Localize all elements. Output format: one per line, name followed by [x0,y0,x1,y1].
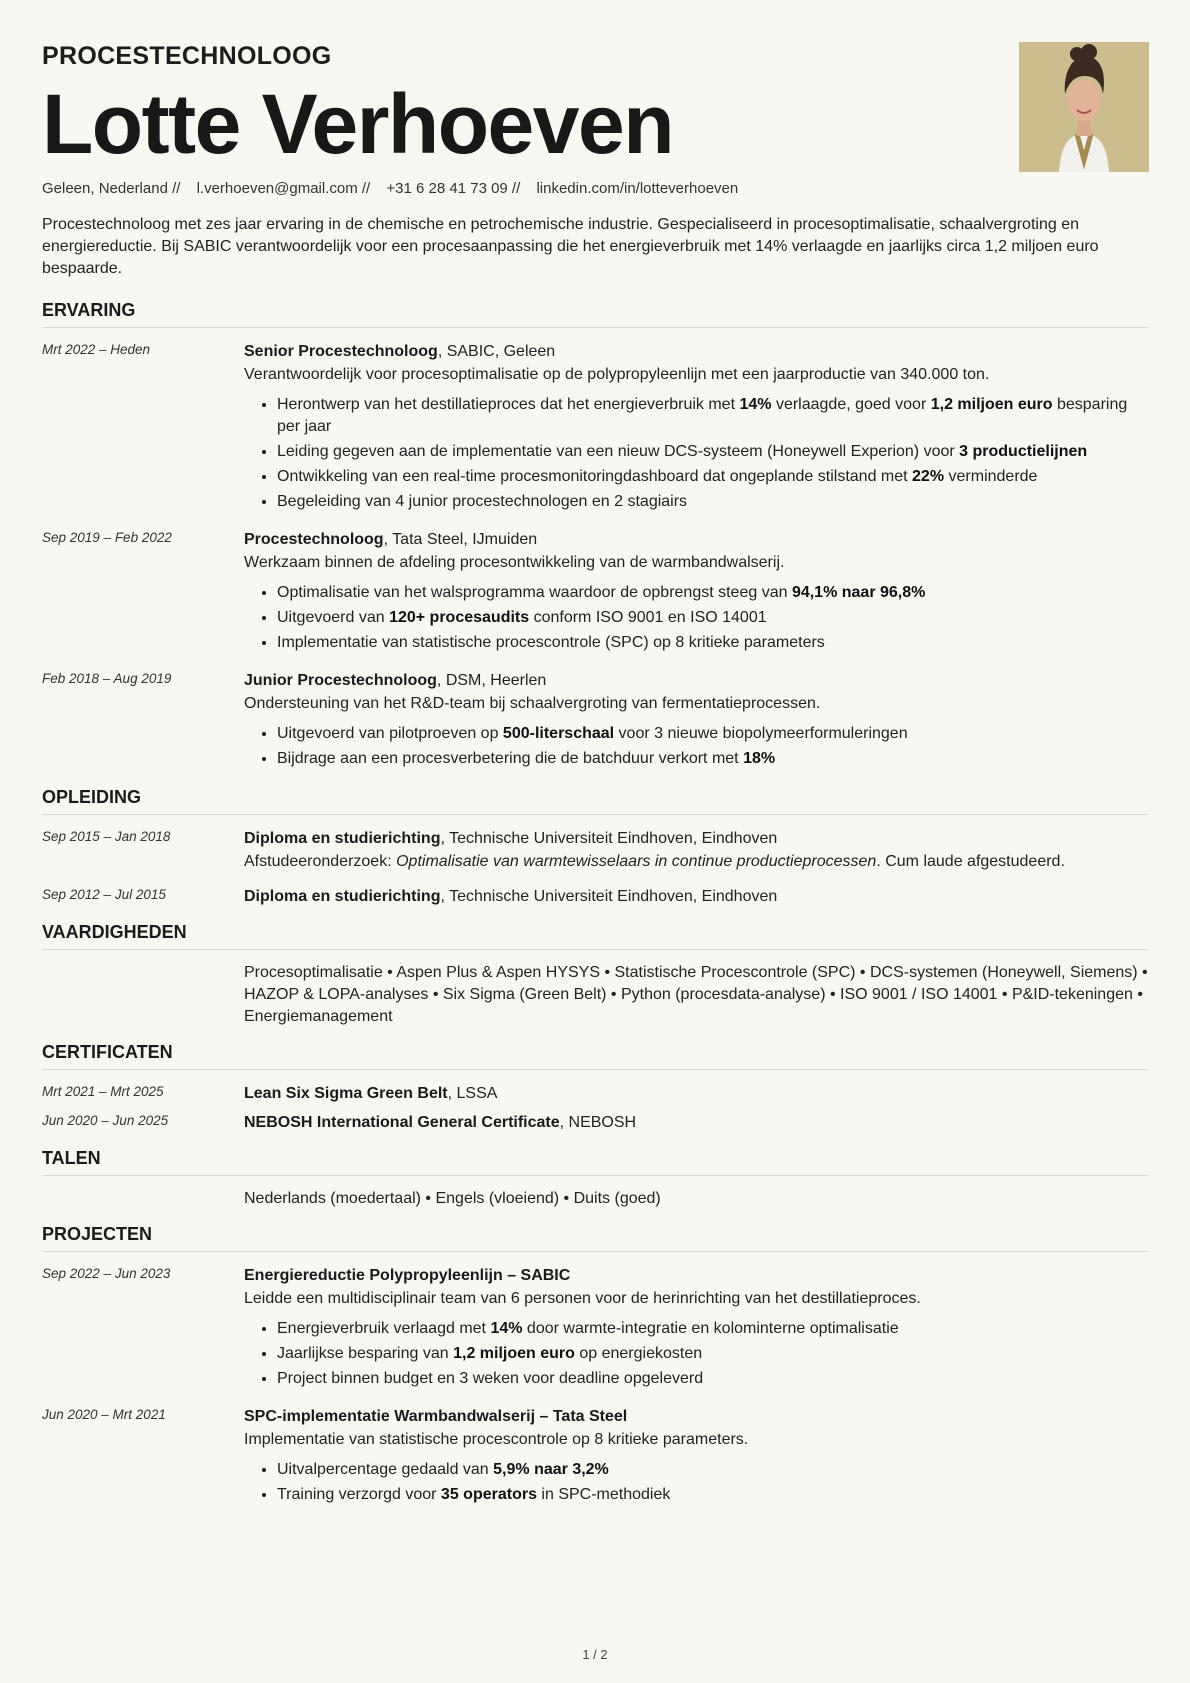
certificate-entry [42,1082,1148,1105]
entry-heading [244,1405,1148,1428]
bullet-text: in SPC-methodiek [536,1486,671,1503]
experience-section [42,300,1148,773]
languages-section [42,1148,1148,1210]
section-title-education: OPLEIDING [42,787,1148,815]
bullet-list [244,394,1148,513]
bullet-text: Energieverbruik verlaagd met [277,1320,491,1337]
bullet-text: verminderde [944,468,1038,485]
entry-description: Verantwoordelijk voor procesoptimalisatie op de polypropyleenlijn met een jaarproductie van 340.000 ton. [244,366,990,383]
bullet-text: Jaarlijkse besparing van [277,1345,454,1362]
bullet-list [244,1318,1148,1390]
bullet-text: Ontwikkeling van een real-time procesmonitoringdashboard dat ongeplande stilstand met [277,468,913,485]
entry-description: Leidde een multidisciplinair team van 6 personen voor de herinrichting van het destillatieproces. [244,1290,921,1307]
bullet-item [277,582,1148,604]
bullet-item [277,1318,1148,1340]
bullet-highlight: 94,1% naar 96,8% [791,584,926,601]
bullet-text: Uitvalpercentage gedaald van [277,1461,494,1478]
bullet-text: Herontwerp van het destillatieproces dat het energieverbruik met [277,396,740,413]
bullet-highlight: 35 operators [440,1486,537,1503]
section-title-experience: ERVARING [42,300,1148,328]
bullet-text: besparing per jaar [277,396,1128,435]
degree-name: Diploma en studierichting [244,830,441,847]
bullet-item [277,466,1148,488]
entry-date: Jun 2020 – Jun 2025 [42,1113,169,1128]
section-title-languages: TALEN [42,1148,1148,1176]
entry-date: Mrt 2021 – Mrt 2025 [42,1084,164,1099]
projects-list [42,1264,1148,1509]
location-text: Geleen, Nederland // [42,180,181,197]
bullet-item [277,1368,1148,1390]
bullet-highlight: 1,2 miljoen euro [453,1345,575,1362]
bullet-item [277,1484,1148,1506]
bullet-text: Bijdrage aan een procesverbetering die de batchduur verkort met [277,750,744,767]
school-name: , Technische Universiteit Eindhoven, Eindhoven [440,888,778,905]
bullet-text: conform ISO 9001 en ISO 14001 [529,609,767,626]
entry-date: Feb 2018 – Aug 2019 [42,671,172,686]
entry-content [244,528,1148,657]
projects-section [42,1224,1148,1509]
profile-summary: Procestechnoloog met zes jaar ervaring in de chemische en petrochemische industrie. Gespecialiseerd in procesoptimalisatie, schaalvergroting en energiereductie. Bij SABIC verantwoordelijk voor een procesaanpassing die het energieverbruik met 14% verlaagde en jaarlijks circa 1,2 miljoen euro bespaarde. [42,216,1099,277]
bullet-text: Leiding gegeven aan de implementatie van een nieuw DCS-systeem (Honeywell Experion) voor [277,443,960,460]
languages-text: Nederlands (moedertaal) • Engels (vloeiend) • Duits (goed) [244,1190,661,1207]
bullet-text: verlaagde, goed voor [771,396,931,413]
bullet-item [277,748,1148,770]
entry-content [244,1405,1148,1509]
entry-title: Procestechnoloog [244,531,384,548]
thesis-title: Optimalisatie van warmtewisselaars in continue productieprocessen [396,853,877,870]
entry-title: Energiereductie Polypropyleenlijn – SABIC [244,1267,571,1284]
entry-date: Sep 2015 – Jan 2018 [42,829,171,844]
bullet-text: Project binnen budget en 3 weken voor deadline opgeleverd [277,1370,704,1387]
thesis-line [244,850,1148,873]
bullet-highlight: 120+ procesaudits [389,609,530,626]
section-title-skills: VAARDIGHEDEN [42,922,1148,950]
section-title-certificates: CERTIFICATEN [42,1042,1148,1070]
bullet-highlight: 500-literschaal [502,725,615,742]
bullet-text: Uitgevoerd van [277,609,390,626]
profile-photo [1019,42,1149,172]
bullet-list [244,723,1148,770]
bullet-item [277,632,1148,654]
bullet-item [277,1459,1148,1481]
entry-heading [244,528,1148,551]
skills-text: Procesoptimalisatie • Aspen Plus & Aspen HYSYS • Statistische Procescontrole (SPC) • DCS-systemen (Honeywell, Siemens) • HAZOP & LOPA-analyses • Six Sigma (Green Belt) • Python (procesdata-analyse) • ISO 9001 / ISO 14001 • P&ID-tekeningen • Energiemanagement [244,964,1148,1025]
entry-description: Ondersteuning van het R&D-team bij schaalvergroting van fermentatieprocessen. [244,695,821,712]
bullet-text: Training verzorgd voor [277,1486,441,1503]
bullet-highlight: 14% [490,1320,523,1337]
bullet-text: voor 3 nieuwe biopolymeerformuleringen [614,725,908,742]
job-title: PROCESTECHNOLOOG [42,42,332,70]
bullet-text: Implementatie van statistische procescontrole (SPC) op 8 kritieke parameters [277,634,825,651]
entry-content [244,1082,1148,1105]
entry-organization: , DSM, Heerlen [436,672,547,689]
school-name: , Technische Universiteit Eindhoven, Eindhoven [440,830,778,847]
bullet-text: Optimalisatie van het walsprogramma waardoor de opbrengst steeg van [277,584,792,601]
entry-heading [244,1264,1148,1287]
bullet-highlight: 5,9% naar 3,2% [493,1461,609,1478]
entry-organization: , SABIC, Geleen [437,343,556,360]
education-entry [42,827,1148,873]
section-title-projects: PROJECTEN [42,1224,1148,1252]
certificate-entry [42,1111,1148,1134]
bullet-list [244,1459,1148,1506]
entry-content [244,1264,1148,1393]
timeline-entry [42,1264,1148,1393]
entry-title: Senior Procestechnoloog [244,343,438,360]
certificate-issuer: , NEBOSH [559,1114,637,1131]
entry-title: SPC-implementatie Warmbandwalserij – Tata Steel [244,1408,628,1425]
bullet-highlight: 22% [912,468,945,485]
page-number: 1 / 2 [582,1647,608,1662]
bullet-item [277,607,1148,629]
certificate-name: NEBOSH International General Certificate [244,1114,560,1131]
email-link[interactable]: l.verhoeven@gmail.com // [196,180,371,197]
entry-heading [244,669,1148,692]
entry-content [244,340,1148,516]
entry-heading [244,340,1148,363]
entry-organization: , Tata Steel, IJmuiden [383,531,538,548]
thesis-label: Afstudeeronderzoek: [244,853,397,870]
thesis-suffix: . Cum laude afgestudeerd. [876,853,1065,870]
experience-list [42,340,1148,773]
bullet-text: Uitgevoerd van pilotproeven op [277,725,503,742]
entry-date: Jun 2020 – Mrt 2021 [42,1407,166,1422]
degree-name: Diploma en studierichting [244,888,441,905]
education-section [42,787,1148,908]
entry-date: Sep 2019 – Feb 2022 [42,530,172,545]
certificate-issuer: , LSSA [447,1085,498,1102]
bullet-highlight: 18% [743,750,776,767]
entry-date: Sep 2012 – Jul 2015 [42,887,166,902]
bullet-highlight: 1,2 miljoen euro [930,396,1053,413]
bullet-text: Begeleiding van 4 junior procestechnologen en 2 stagiairs [277,493,688,510]
timeline-entry [42,669,1148,773]
bullet-item [277,441,1148,463]
bullet-text: op energiekosten [574,1345,703,1362]
timeline-entry [42,528,1148,657]
timeline-entry [42,340,1148,516]
certificate-name: Lean Six Sigma Green Belt [244,1085,448,1102]
bullet-item [277,1343,1148,1365]
entry-content [244,1111,1148,1134]
phone-link[interactable]: +31 6 28 41 73 09 // [386,180,521,197]
contact-line [42,180,750,197]
entry-date: Sep 2022 – Jun 2023 [42,1266,171,1281]
entry-date: Mrt 2022 – Heden [42,342,151,357]
entry-content [244,669,1148,773]
bullet-list [244,582,1148,654]
bullet-highlight: 14% [739,396,772,413]
entry-description: Werkzaam binnen de afdeling procesontwikkeling van de warmbandwalserij. [244,554,785,571]
candidate-name: Lotte Verhoeven [42,77,674,171]
entry-content [244,827,1148,873]
timeline-entry [42,1405,1148,1509]
education-entry [42,885,1148,908]
bullet-highlight: 3 productielijnen [959,443,1088,460]
resume-sections [42,300,1148,1523]
bullet-item [277,723,1148,745]
bullet-item [277,491,1148,513]
entry-description: Implementatie van statistische procescontrole op 8 kritieke parameters. [244,1431,749,1448]
bullet-text: door warmte-integratie en kolominterne optimalisatie [522,1320,899,1337]
certificates-section [42,1042,1148,1134]
entry-title: Junior Procestechnoloog [244,672,437,689]
skills-section [42,922,1148,1028]
entry-content [244,885,1148,908]
bullet-item [277,394,1148,438]
linkedin-link[interactable]: linkedin.com/in/lotteverhoeven [536,180,739,197]
